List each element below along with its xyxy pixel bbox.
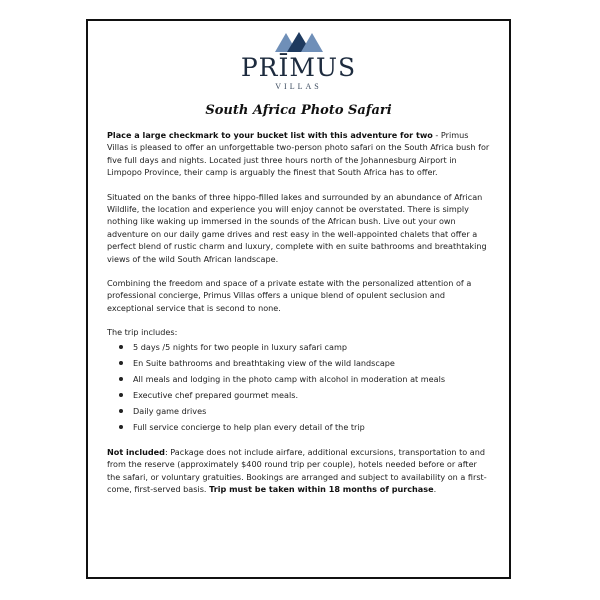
- list-item: Full service concierge to help plan every detail of the trip: [133, 419, 492, 435]
- not-included-text: : Package does not include airfare, additional excursions, transportation to and from the reserve (approximately $400 round trip per couple), hotels needed before or after the safari, or voluntary gratuities. Bookings are arranged and subject to availability on a first-come, first-served basis.: [107, 446, 487, 494]
- intro-lead: Place a large checkmark to your bucket list with this adventure for two: [107, 130, 433, 140]
- document-body: [107, 129, 492, 507]
- not-included-label: Not included: [107, 446, 165, 457]
- bullet-icon: [119, 409, 123, 413]
- list-item: 5 days /5 nights for two people in luxury safari camp: [133, 339, 492, 355]
- brand-name: PRĪMUS: [240, 53, 357, 82]
- bullet-icon: [119, 345, 123, 349]
- primus-villas-logo: [88, 31, 509, 91]
- document-page: [86, 19, 511, 579]
- bullet-icon: [119, 393, 123, 397]
- bullet-icon: [119, 425, 123, 429]
- brand-subtitle: VILLAS: [275, 82, 322, 91]
- trip-includes-heading: The trip includes:: [107, 327, 178, 338]
- bullet-icon: [119, 361, 123, 365]
- not-included-paragraph: Not included: Package does not include airfare, additional excursions, transportation to and from the reserve (approximately $400 round trip per couple), hotels needed before or after the safari, or voluntary gratuities. Bookings are arranged and subject to availability on a first-come, first-served basis. Trip must be taken within 18 months of purchase.: [107, 446, 487, 494]
- list-item: En Suite bathrooms and breathtaking view of the wild landscape: [133, 355, 492, 371]
- trip-includes-list: [107, 339, 492, 435]
- triangles-logo-icon: [273, 31, 325, 53]
- list-item: Executive chef prepared gourmet meals.: [133, 387, 492, 403]
- intro-text: - Primus Villas is pleased to offer an unforgettable two-person photo safari on the South Africa bush for five full days and nights. Located just three hours north of the Johannesburg Airport in Limpopo Province, their camp is arguably the finest that South Africa has to offer.: [107, 130, 490, 178]
- location-paragraph: Situated on the banks of three hippo-filled lakes and surrounded by an abundance of African Wildlife, the location and experience you will enjoy cannot be overstated. There is simply nothing like waking up immersed in the sounds of the African bush. Live out your own adventure on our daily game drives and rest easy in the well-appointed chalets that offer a perfect blend of rustic charm and luxury, complete with en suite bathrooms and breathtaking views of the wild South African landscape.: [107, 191, 487, 264]
- service-paragraph: Combining the freedom and space of a private estate with the personalized attention of a professional concierge, Primus Villas offers a unique blend of opulent seclusion and exceptional service that is second to none.: [107, 278, 472, 313]
- list-item: Daily game drives: [133, 403, 492, 419]
- trip-deadline-note: Trip must be taken within 18 months of purchase: [209, 483, 434, 494]
- list-item: All meals and lodging in the photo camp with alcohol in moderation at meals: [133, 371, 492, 387]
- intro-paragraph: [107, 129, 492, 179]
- document-title: South Africa Photo Safari: [205, 103, 392, 118]
- bullet-icon: [119, 377, 123, 381]
